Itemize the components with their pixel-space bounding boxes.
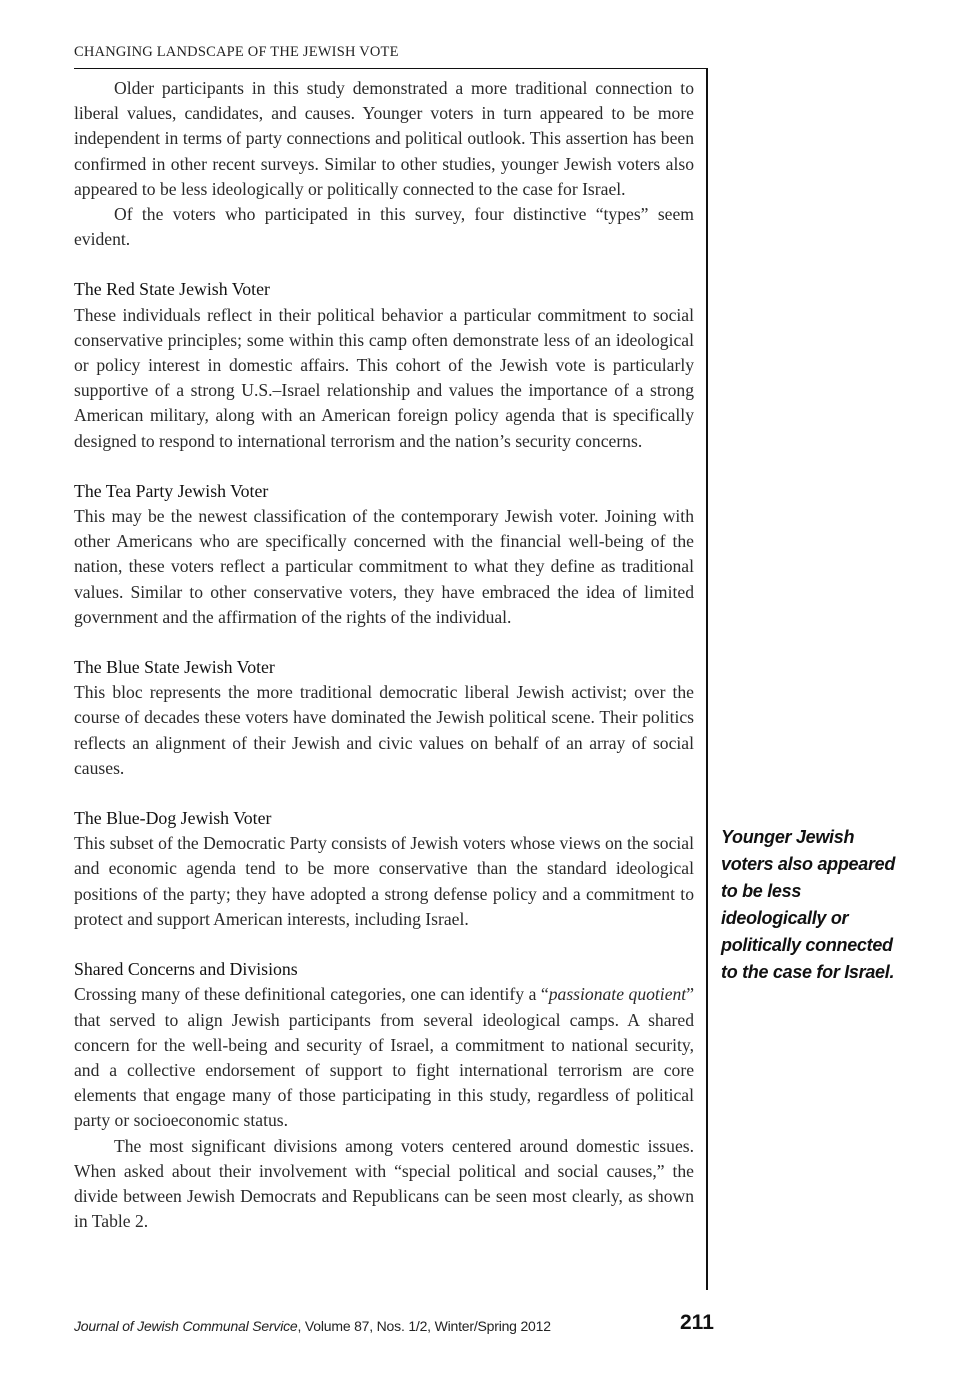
shared-paragraph-1 (74, 982, 694, 1133)
page-number: 211 (680, 1311, 714, 1334)
intro-paragraph-1: Older participants in this study demonstrated a more traditional connection to liberal values, candidates, and causes. Younger voters in turn appeared to be more independent in terms of party connections and political outlook. This assertion has been confirmed in other recent surveys. Similar to other studies, younger Jewish voters also appeared to be less ideologically or politically connected to the case for Israel. (74, 78, 694, 199)
footer-journal-title: Journal of Jewish Communal Service (74, 1318, 298, 1334)
main-column (74, 76, 694, 1234)
section-heading-blue-dog: The Blue-Dog Jewish Voter (74, 808, 272, 829)
pull-quote: Younger Jewish voters also appeared to be less ideologically or politically connected to the case for Israel. (721, 827, 896, 982)
column-rule (706, 68, 708, 1290)
section-body-blue-dog: This subset of the Democratic Party consists of Jewish voters whose views on the social and economic agenda tend to be more conservative than the standard ideological positions of the party; they have adopted a strong defense policy and a commitment to protect and support American interests, including Israel. (74, 833, 694, 929)
section-body-tea-party: This may be the newest classification of the contemporary Jewish voter. Joining with other Americans who are specifically concerned with the financial well-being of the nation, these voters reflect a particular commitment to what they define as traditional values. Similar to other conservative voters, they have embraced the idea of limited government and the affirmation of the rights of the individual. (74, 506, 694, 627)
shared-paragraph-2: The most significant divisions among voters centered around domestic issues. When asked about their involvement with “special political and social causes,” the divide between Jewish Democrats and Republicans can be seen most clearly, as shown in Table 2. (74, 1135, 694, 1232)
section-body-red-state: These individuals reflect in their political behavior a particular commitment to social conservative principles; some within this camp often demonstrate less of an ideological or policy interest in domestic affairs. This cohort of the Jewish vote is particularly supportive of a strong U.S.–Israel relationship and values the importance of a strong American military, along with an American foreign policy agenda that is specifically designed to respond to international terrorism and the nation’s security concerns. (74, 304, 694, 451)
section-heading-shared-concerns: Shared Concerns and Divisions (74, 959, 298, 980)
footer-citation (74, 1318, 551, 1334)
section-body-blue-state: This bloc represents the more traditional democratic liberal Jewish activist; over the course of decades these voters have dominated the Jewish political scene. Their politics reflects an alignment of their Jewish and civic values on behalf of an array of social causes. (74, 682, 694, 778)
shared-p1-lead: Crossing many of these definitional categories, one can identify a “ (74, 984, 549, 1005)
running-head: CHANGING LANDSCAPE OF THE JEWISH VOTE (74, 44, 399, 60)
intro-paragraph-2: Of the voters who participated in this survey, four distinctive “types” seem evident. (74, 204, 694, 250)
section-heading-red-state: The Red State Jewish Voter (74, 279, 270, 300)
section-heading-blue-state: The Blue State Jewish Voter (74, 657, 275, 678)
top-rule (74, 68, 708, 69)
footer-issue: , Volume 87, Nos. 1/2, Winter/Spring 2012 (297, 1318, 551, 1334)
section-heading-tea-party: The Tea Party Jewish Voter (74, 480, 269, 501)
shared-p1-rest: ” that served to align Jewish participants from several ideological camps. A shared concern for the well-being and security of Israel, a commitment to national security, and a collective endorsement of support to fight international terrorism are core elements that engage many of those participating in this study, regardless of political party or socioeconomic status. (74, 984, 694, 1131)
shared-p1-emphasis: passionate quotient (548, 984, 687, 1005)
